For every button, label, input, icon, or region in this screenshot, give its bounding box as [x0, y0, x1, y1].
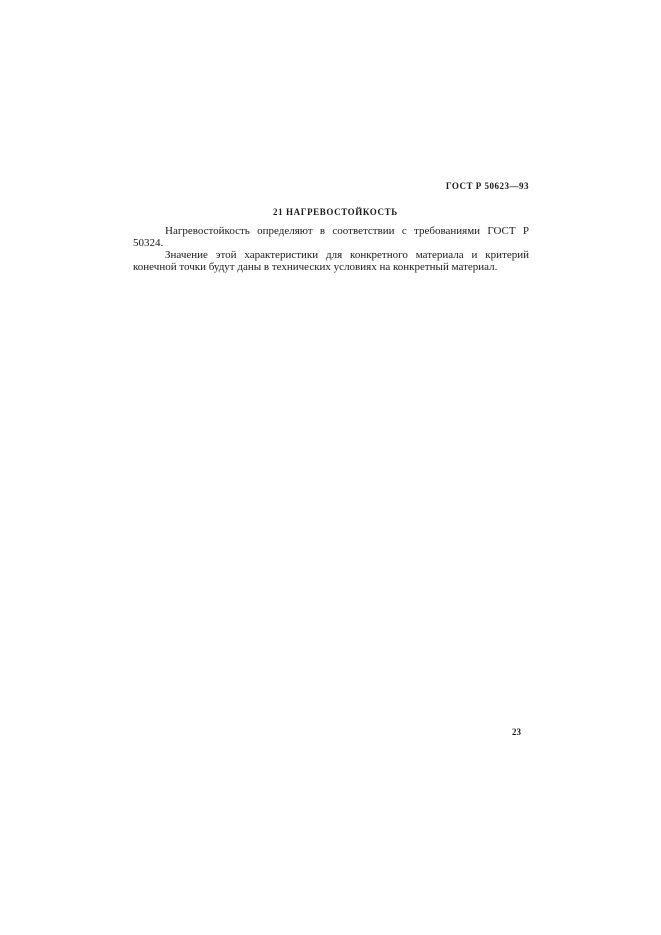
- document-code: ГОСТ Р 50623—93: [445, 181, 529, 191]
- page-number: 23: [512, 727, 521, 737]
- paragraph: Нагревостойкость определяют в соответствии с требованиями ГОСТ Р 50324.: [133, 225, 529, 249]
- section-body: [133, 225, 529, 273]
- section-heading: 21 НАГРЕВОСТОЙКОСТЬ: [273, 207, 398, 217]
- paragraph: Значение этой характеристики для конкретного материала и критерий конечной точки будут даны в технических условиях на конкретный материал.: [133, 249, 529, 273]
